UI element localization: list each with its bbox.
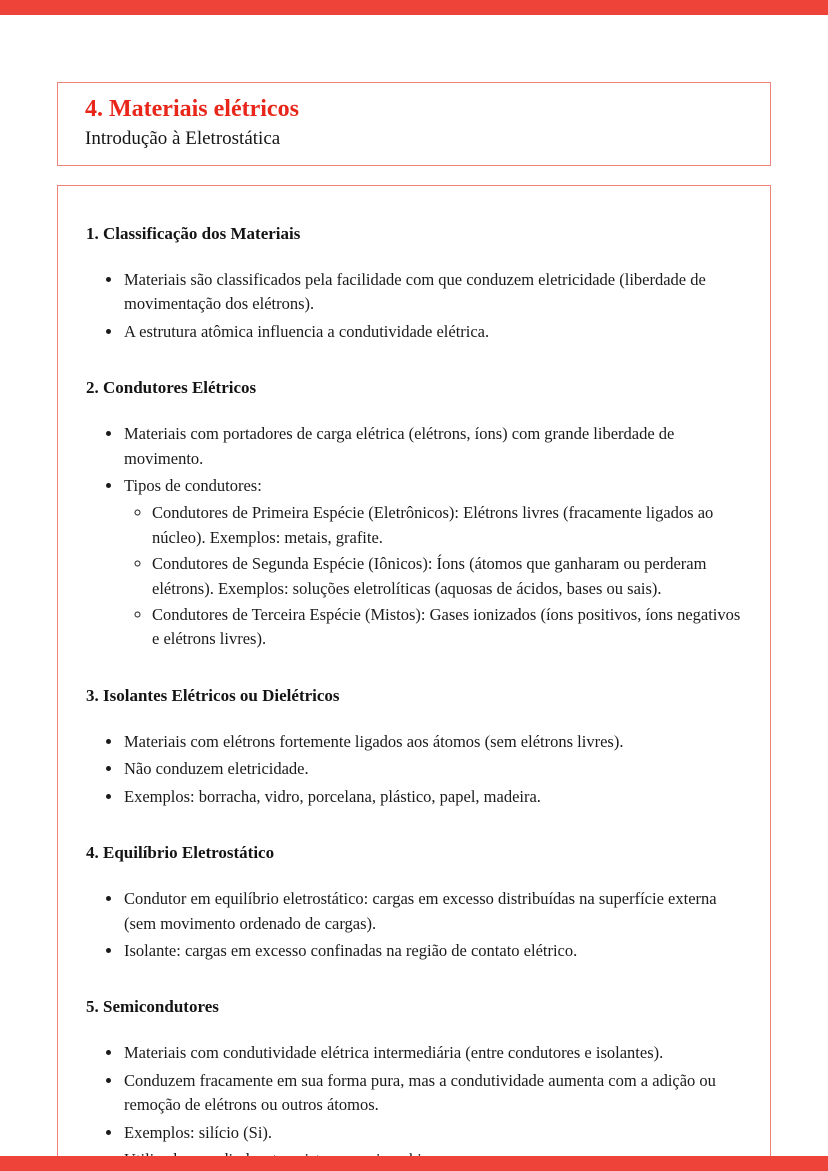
title-box [57, 82, 771, 166]
sub-list-item: ◦ Condutores de Segunda Espécie (Iônicos): Íons (átomos que ganharam ou perderam elétrons). Exemplos: soluções eletrolíticas (aquosas de ácidos, bases ou sais). [152, 552, 742, 601]
sub-list-item: ◦ Condutores de Terceira Espécie (Mistos): Gases ionizados (íons positivos, íons negativos e elétrons livres). [152, 603, 742, 652]
section-heading: 2. Condutores Elétricos [86, 378, 257, 398]
top-accent-bar [0, 0, 828, 15]
list-item: • Exemplos: silício (Si). [123, 1121, 742, 1145]
bullet-list [86, 268, 742, 344]
list-item-text: Tipos de condutores: [124, 476, 262, 496]
sub-bullet-list [124, 501, 742, 651]
list-item: • Não conduzem eletricidade. [123, 757, 742, 781]
list-item: • Materiais são classificados pela facilidade com que conduzem eletricidade (liberdade de movimentação dos elétrons). [123, 268, 742, 317]
section-heading: 1. Classificação dos Materiais [86, 224, 301, 243]
list-item: • Materiais com condutividade elétrica intermediária (entre condutores e isolantes). [123, 1041, 742, 1065]
section-isolantes [86, 686, 742, 809]
page-title: 4. Materiais elétricos [85, 96, 299, 122]
page-subtitle: Introdução à Eletrostática [85, 127, 281, 149]
section-heading: 3. Isolantes Elétricos ou Dielétricos [86, 685, 340, 705]
bullet-list [86, 887, 742, 963]
list-item: • Exemplos: borracha, vidro, porcelana, plástico, papel, madeira. [123, 785, 742, 809]
section-heading: 5. Semicondutores [86, 997, 219, 1017]
section-condutores [86, 378, 742, 652]
list-item [123, 474, 742, 652]
bullet-list [86, 1041, 742, 1171]
bottom-accent-bar [0, 1156, 828, 1171]
sub-list-item: ◦ Condutores de Primeira Espécie (Eletrônicos): Elétrons livres (fracamente ligados ao núcleo). Exemplos: metais, grafite. [152, 501, 742, 550]
content-box [57, 185, 771, 1171]
section-equilibrio [86, 843, 742, 963]
list-item: • Conduzem fracamente em sua forma pura, mas a condutividade aumenta com a adição ou remoção de elétrons ou outros átomos. [123, 1069, 742, 1118]
list-item: • Materiais com elétrons fortemente ligados aos átomos (sem elétrons livres). [123, 730, 742, 754]
section-semicondutores [86, 997, 742, 1171]
list-item: • Condutor em equilíbrio eletrostático: cargas em excesso distribuídas na superfície externa (sem movimento ordenado de cargas). [123, 887, 742, 936]
bullet-list [86, 730, 742, 809]
section-classificacao [86, 224, 742, 344]
list-item: • Isolante: cargas em excesso confinadas na região de contato elétrico. [123, 939, 742, 963]
list-item: • Materiais com portadores de carga elétrica (elétrons, íons) com grande liberdade de movimento. [123, 422, 742, 471]
section-heading: 4. Equilíbrio Eletrostático [86, 843, 275, 863]
bullet-list [86, 422, 742, 652]
list-item: • A estrutura atômica influencia a condutividade elétrica. [123, 320, 742, 344]
